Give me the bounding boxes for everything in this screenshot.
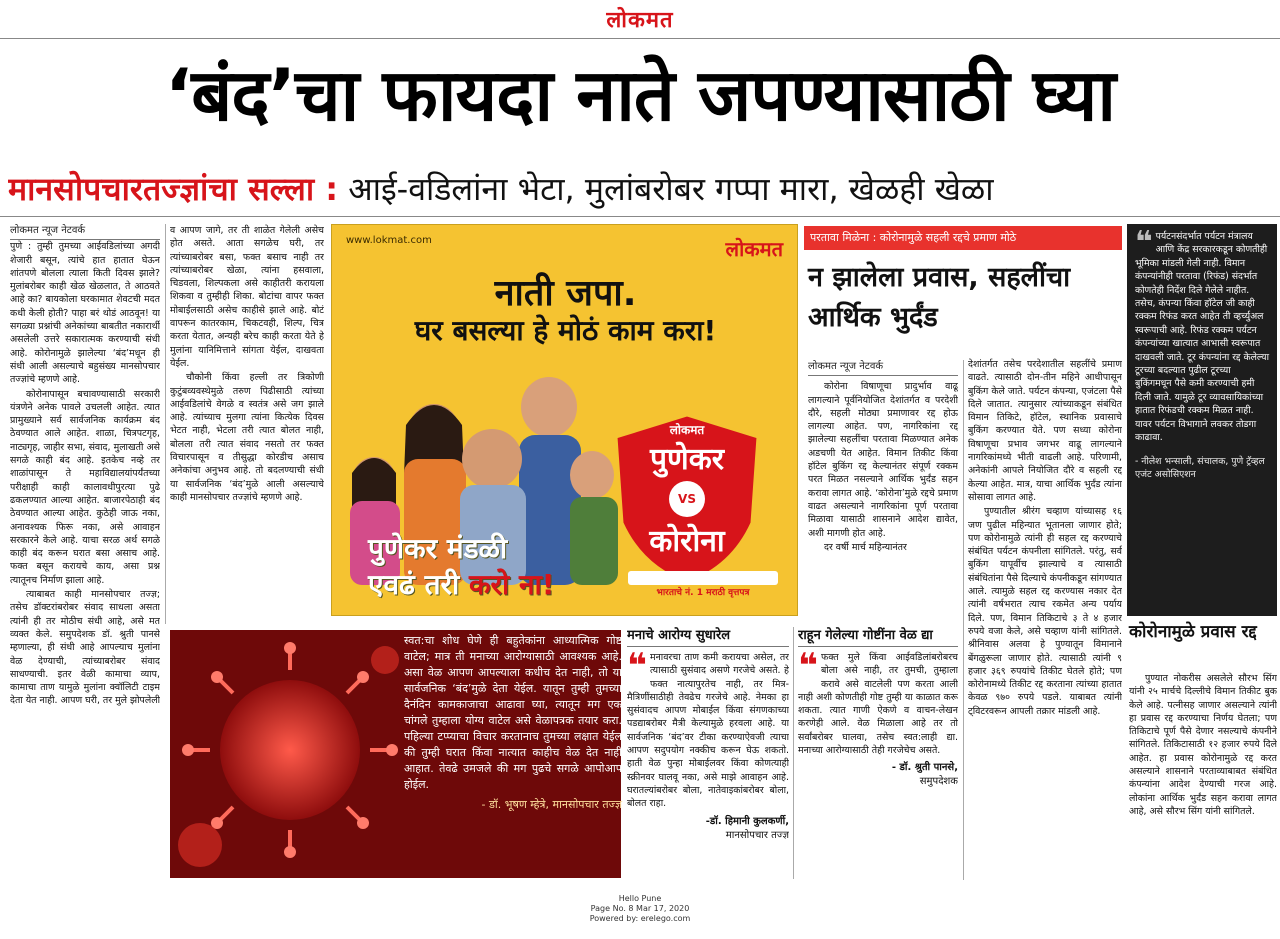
story-3-headline: कोरोनामुळे प्रवास रद्द bbox=[1129, 622, 1257, 642]
section-rule bbox=[0, 216, 1280, 217]
sidebar-quote: पर्यटनसंदर्भात पर्यटन मंत्रालय आणि केंद्र सरकारकडून कोणतीही भूमिका मांडली गेली नाही. विमान कंपन्यांनीही परतावा (रिफंड) संदर्भात कोणतेही निर्देश दिले गेलेले नाहीत. तसेच, कंपन्या किंवा हॉटेल जी काही रक्कम रिफंड करत आहेत ती व्हर्च्युअल स्वरूपाची आहे. रिफंड रक्कम पर्यटन कंपन्यांच्या खात्यात आभासी स्वरूपात दाखवली जाते. टूर कंपन्यांना रद्द केलेल्या टूरच्या बदल्यात पुढील टूरच्या बुकिंगमधून पैसे कमी करण्याची हमी दिली जाते. यामुळे टूर व्यावसायिकांच्या हातात रिफंडची रक्कम मिळत नाही. यावर पर्यटन विभागाने लवकर तोडगा काढावा. bbox=[1135, 231, 1269, 444]
ad-headline-2: घर बसल्या हे मोठं काम करा! bbox=[414, 314, 717, 347]
sidebar-attribution: - नीलेश भन्साली, संचालक, पुणे ट्रॅव्हल एजंट असोसिएशन bbox=[1135, 455, 1265, 480]
box-headline: राहून गेलेल्या गोष्टींना वेळ द्या bbox=[798, 627, 958, 647]
story-column-2 bbox=[968, 358, 1122, 880]
paragraph: दर वर्षी मार्च महिन्यानंतर bbox=[824, 541, 907, 553]
byline: लोकमत न्यूज नेटवर्क bbox=[10, 224, 160, 240]
quote-mark-icon: ❝ bbox=[798, 651, 818, 686]
article-column-1 bbox=[10, 224, 160, 880]
paragraph: व आपण जागे, तर ती शाळेत गेलेली असेच होत असते. आता सगळेच घरी, तर त्यांच्याबरोबर बसा, फक्त बसाच नाही तर त्यांच्याबरोबर खेळा, त्यांना हसवाला, चिडवला, शिल्पकला असे काहीतरी करायला शिकवा व तुम्हीही शिका. बोटांचा वापर फक्त मोबाईलसाठी असेच काहीसे झाले आहे. बोटं वापरून कातरकाम, चिकटवही, शिल्प, चित्र करता येतात, अन्यही बरेच काही करता येते हे मुलांना यानिमित्ताने सांगता येईल, दाखवता येईल. bbox=[170, 225, 324, 369]
subheadline bbox=[8, 165, 1272, 215]
story-3-body bbox=[1129, 672, 1277, 882]
tagline-banner bbox=[628, 571, 778, 585]
shield-vs-badge: VS bbox=[669, 481, 705, 517]
paragraph: कोरोना विषाणूचा प्रादुर्भाव वाढू लागल्याने पूर्वनियोजित देशांतर्गत व परदेशी दौरे, सहली मोठ्या प्रमाणावर रद्द होऊ लागल्या आहेत. पण, नागरिकांना रद्द झालेल्या सहलींचा परतावा मिळण्यात अनेक अडचणी येत आहेत. विमान तिकीट किंवा हॉटेल बुकिंग रद्द केल्यानंतर संपूर्ण रक्कम परत मिळत नसल्याने आर्थिक भुर्दंड सहन करावा लागत आहे. ‘कोरोना’मुळे रद्दचे प्रमाण वाढत असल्याने नागरिकांना पूर्ण परतावा मिळावा यासाठी शासनाने आदेश द्यावेत, अशी मागणी होत आहे. bbox=[808, 381, 958, 539]
box-text: फक्त मुले किंवा आईवडिलांबरोबरच बोला असे नाही, तर तुमची, तुम्हाला करावे असे वाटलेली पण करता आली नाही अशी कोणतीही गोष्ट तुम्ही या काळात करू शकता. त्यात गाणी ऐकणे व वाचन-लेखन करणेही आले. वेळ मिळाला आहे तर तो सर्वांबरोबर घालवा, तसेच स्वत:लाही द्या. मनाच्या आरोग्यासाठी तेही गरजेचेच असते. bbox=[798, 652, 958, 757]
paragraph: पुण्यात नोकरीस असलेले सौरभ सिंग यांनी २५ मार्चचे दिल्लीचे विमान तिकीट बुक केले आहे. पत्नीसह जाणार असल्याने त्यांनी हा प्रवास रद्द करण्याचा निर्णय घेतला; पण तिकिटाचे पूर्ण पैसे देणार नसल्याचे कंपनीने सांगितले. तिकिटासाठी १२ हजार रुपये दिले आहेत. हा प्रवास कोरोनामुळे रद्द करत असल्याने शासनाने परताव्याबाबत संबंधित कंपन्यांना आदेश देण्याची गरज आहे. लोकांना आर्थिक भुर्दंड सहन करावा लागत आहे, असे सौरभ सिंग यांनी सांगितले. bbox=[1129, 673, 1277, 817]
footer-page: Page No. 8 Mar 17, 2020 bbox=[590, 904, 690, 913]
masthead-logo[interactable]: लोकमत bbox=[606, 8, 674, 33]
quote-mark-icon: ❝ bbox=[1135, 225, 1153, 260]
page-footer bbox=[0, 894, 1280, 924]
subhead-red: मानसोपचारतज्ज्ञांचा सल्ला : bbox=[8, 170, 339, 208]
box-body bbox=[798, 651, 958, 757]
virus-signature: - डॉ. भूषण म्हेत्रे, मानसोपचार तज्ज्ञ bbox=[481, 798, 622, 811]
paragraph: देशांतर्गत तसेच परदेशातील सहलींचे प्रमाण वाढते. त्यासाठी दोन-तीन महिने आधीपासून बुकिंग केले जाते. पर्यटन कंपन्या, एजंटला पैसे दिले जातात. त्यानुसार त्यांच्याकडून संबंधित विमान तिकिटे, हॉटेल, स्थानिक प्रवासाचे बुकिंग करण्यात येते. पण सध्या कोरोना विषाणूचा प्रभाव जगभर वाढू लागल्याने नागरिकांमध्ये भीती वाढली आहे. परिणामी, अनेकांनी आपले नियोजित दौरे व सहली रद्द केल्या आहेत. मात्र, याचा आर्थिक भुर्दंड त्यांना सोसावा लागत आहे. bbox=[968, 359, 1122, 503]
virus-box-text bbox=[404, 633, 622, 813]
column-divider bbox=[963, 360, 964, 880]
virus-quote: स्वत:चा शोध घेणे ही बहुतेकांना आध्यात्मिक गोष्ट वाटेल; मात्र ती मनाच्या आरोग्यासाठी आवश्यक आहे. असा वेळ आपण आपल्याला कधीच देत नाही, तो या सार्वजनिक ‘बंद’मुळे देता येईल. यातून तुम्ही तुमच्या दैनंदिन कामकाजाचा आढावा घ्या, त्यातून मग एक चांगले तुम्हाला योग्य वाटेल असे वेळापत्रक तयार करा. पहिल्या टप्प्याचा विचार करतानाच तुमच्या लक्षात येईल की तुम्ही घरात किंवा नात्यात काहीच वेळ देत नाही आहात. तेवढे उमजले की मग पुढचे सगळे आपोआप होईल. bbox=[404, 634, 622, 791]
story-headline: न झालेला प्रवास, सहलींचा आर्थिक भुर्दंड bbox=[808, 262, 1071, 333]
column-divider bbox=[165, 224, 166, 624]
story-column-1 bbox=[808, 360, 958, 614]
box-headline: मनाचे आरोग्य सुधारेल bbox=[627, 627, 789, 647]
byline: लोकमत न्यूज नेटवर्क bbox=[808, 360, 958, 376]
box-signature-role: समुपदेशक bbox=[919, 776, 958, 788]
quote-mark-icon: ❝ bbox=[627, 651, 647, 686]
article-column-2 bbox=[170, 224, 324, 616]
ad-tagline: भारताचे नं. 1 मराठी वृत्तपत्र bbox=[656, 588, 750, 598]
ad-url[interactable]: www.lokmat.com bbox=[346, 235, 432, 246]
column-divider bbox=[793, 627, 794, 879]
paragraph: चौकोनी किंवा हल्ली तर त्रिकोणी कुटुंबव्यवस्थेमुळे तरुण पिढीसाठी त्यांच्या आईवडिलांचे वेगळे व स्वतंत्र असे जग झाले आहे. त्यांच्याच मुलगा त्यांना कित्येक दिवस भेटत नाही, भेटला तरी त्यात बोलत नाही, बोलला तरी त्यात संवाद नसतो तर फक्त विचारपासून व तीसुद्धा कोरडीच असाच अनेकांचा अनुभव आहे. तो बदलण्याची संधी या सार्वजनिक ‘बंद’मुळे आली असल्याचे काही मानसोपचार तज्ज्ञांचे म्हणणे आहे. bbox=[170, 372, 324, 503]
opinion-box-1 bbox=[627, 627, 789, 881]
ad-bottom-highlight: करो ना! bbox=[468, 568, 555, 601]
shield-logo: लोकमत bbox=[669, 423, 705, 437]
box-body bbox=[627, 651, 789, 811]
ad-logo: लोकमत bbox=[725, 237, 783, 261]
footer-edition: Hello Pune bbox=[618, 894, 662, 903]
ad-headline-1: नाती जपा. bbox=[494, 273, 637, 314]
paragraph: पुण्यातील श्रीरंग चव्हाण यांच्यासह १६ जण पुढील महिन्यात भूतानला जाणार होते; पण कोरोनामुळे त्यांनी ही सहल रद्द करण्याचे संबंधित पर्यटन कंपनीला सांगितले. परंतु, सर्व बुकिंग यापूर्वीच झाल्याचे व त्यासाठी संबंधितांना पैसे दिल्याचे कंपनीकडून सांगण्यात आले. त्यामुळे सहल रद्द करण्यास नकार देत त्यांनी वर्षभरात त्याच रकमेत अन्य पर्याय दिले. पण, विमान तिकिटाचे ३ ते ४ हजार रुपये वजा केले, असे चव्हाण यांनी सांगितले. श्रीनिवास अलवा हे पुण्यातून विमानाने बेंगळुरूला जाणार होते. त्यासाठी त्यांनी ९ हजार ३६९ रुपयांचे तिकीट घेतले होते; पण कोरोनामध्ये तिकीट रद्द करताना त्यांच्या हातात केवळ ९७० रुपये पडले. याबाबत त्यांनी ट्विटरवरून आपली तक्रार मांडली आहे. bbox=[968, 506, 1122, 717]
paragraph: त्याबाबत काही मानसोपचार तज्ज्ञ; तसेच डॉक्टरांबरोबर संवाद साधला असता त्यांनी ही तर मोठीच संधी आहे, असे मत व्यक्त केले. समुपदेशक डॉ. श्रुती पानसे म्हणाल्या, ही संधी आहे आपल्याच मुलांना वेळ देण्याची, त्यांच्याबरोबर संवाद साधण्याची. इतर वेळी कामाचा व्याप, कामाचा ताण यामुळे मुलांना क्वॉलिटी टाइम देता येत नाही. आपण घरी, तर मुले झोपलेली bbox=[10, 589, 160, 707]
advertisement[interactable] bbox=[331, 224, 798, 616]
story-kicker: परतावा मिळेना : कोरोनामुळे सहली रद्दचे प्रमाण मोठे bbox=[804, 226, 1122, 250]
masthead-rule bbox=[0, 38, 1280, 39]
subhead-black: आई-वडिलांना भेटा, मुलांबरोबर गप्पा मारा, खेळही खेळा bbox=[348, 170, 994, 208]
main-headline: ‘बंद’चा फायदा नाते जपण्यासाठी घ्या bbox=[164, 53, 1116, 137]
ad-bottom-text: एवढं तरी bbox=[368, 568, 460, 601]
footer-powered[interactable]: Powered by: erelego.com bbox=[589, 914, 691, 923]
paragraph: पुणे : तुम्ही तुमच्या आईवडिलांच्या अगदी शेजारी बसून, त्यांचे हात हातात घेऊन शांतपणे बोलला त्याला किती दिवस झाले? मुलांबरोबर काही खेळ खेळलात, ते आठवते आहे का? बायकोला घरकामात शेवटची मदत कधी केली होती? पाहा बरं थोडं आठवून! या सगळ्या प्रश्नांची अनेकांच्या बाबतीत नकारार्थी असलेली उत्तरे सकारात्मक करण्याची संधी आहे. कोरोनामुळे झालेल्या ‘बंद’मधून ही संधी आली असल्याचे बहुसंख्य मानसोपचार तज्ज्ञांचे म्हणणे आहे. bbox=[10, 241, 160, 386]
paragraph: कोरोनापासून बचावण्यासाठी सरकारी यंत्रणेने अनेक पावले उचलली आहेत. त्यात प्रामुख्याने सर्व सार्वजनिक कार्यक्रम बंद ठेवण्यात आले आहेत. शाळा, चित्रपटगृह, नाट्यगृह, जाहीर सभा, संवाद, मुलाखती असे सगळे काही बंद आहे. इतकेच नव्हे तर शाळांपासून ते महाविद्यालयांपर्यंतच्या परीक्षाही काही कालावधीपुरत्या पुढे ढकलण्यात आल्या आहेत. बाजारपेठाही बंद ठेवण्यात आल्या आहेत. कुठेही जाऊ नका, अनावश्यक फिरू नका, असे आवाहन सरकारने केले आहे. याचा सरळ अर्थ सगळे काही बंद करून घरात बसा असाच आहे. फक्त बसून करायचे काय, असा प्रश्न त्यातूनच निर्माण झाला आहे. bbox=[10, 388, 160, 586]
box-signature: - डॉ. श्रुती पानसे, bbox=[891, 762, 958, 774]
shield-text-top: पुणेकर bbox=[649, 442, 725, 477]
opinion-box-2 bbox=[798, 627, 958, 881]
box-signature-role: मानसोपचार तज्ज्ञ bbox=[725, 829, 789, 841]
box-signature: -डॉ. हिमानी कुलकर्णी, bbox=[705, 815, 789, 827]
ad-bottom-line-1: पुणेकर मंडळी bbox=[368, 532, 508, 565]
ad-bottom-line-2 bbox=[368, 565, 555, 603]
quote-sidebar bbox=[1127, 224, 1277, 616]
shield-text-bottom: कोरोना bbox=[649, 524, 725, 559]
box-text: मनावरचा ताण कमी करायचा असेल, तर त्यासाठी सुसंवाद असणे गरजेचे असते. हे फक्त नात्यापुरतेच नाही, तर मित्र-मैत्रिणींसाठीही तेवढेच गरजेचे आहे. नेमका हा सुसंवादच आपण मोबाईल किंवा संगणकाच्या पडद्याबरोबर मैत्री केल्यामुळे हरवला आहे. या सार्वजनिक ‘बंद’वर टीका करण्याऐवजी त्याचा आपण सदुपयोग नक्कीच करून घेऊ शकतो. हाती वेळ पुन्हा मोबाईलवर किंवा कोणत्याही स्क्रीनवर घालवू नका, असे माझे आवाहन आहे. घरातल्यांबरोबर बोला, नातेवाइकांबरोबर बोला, बोलत राहा. bbox=[627, 652, 789, 810]
